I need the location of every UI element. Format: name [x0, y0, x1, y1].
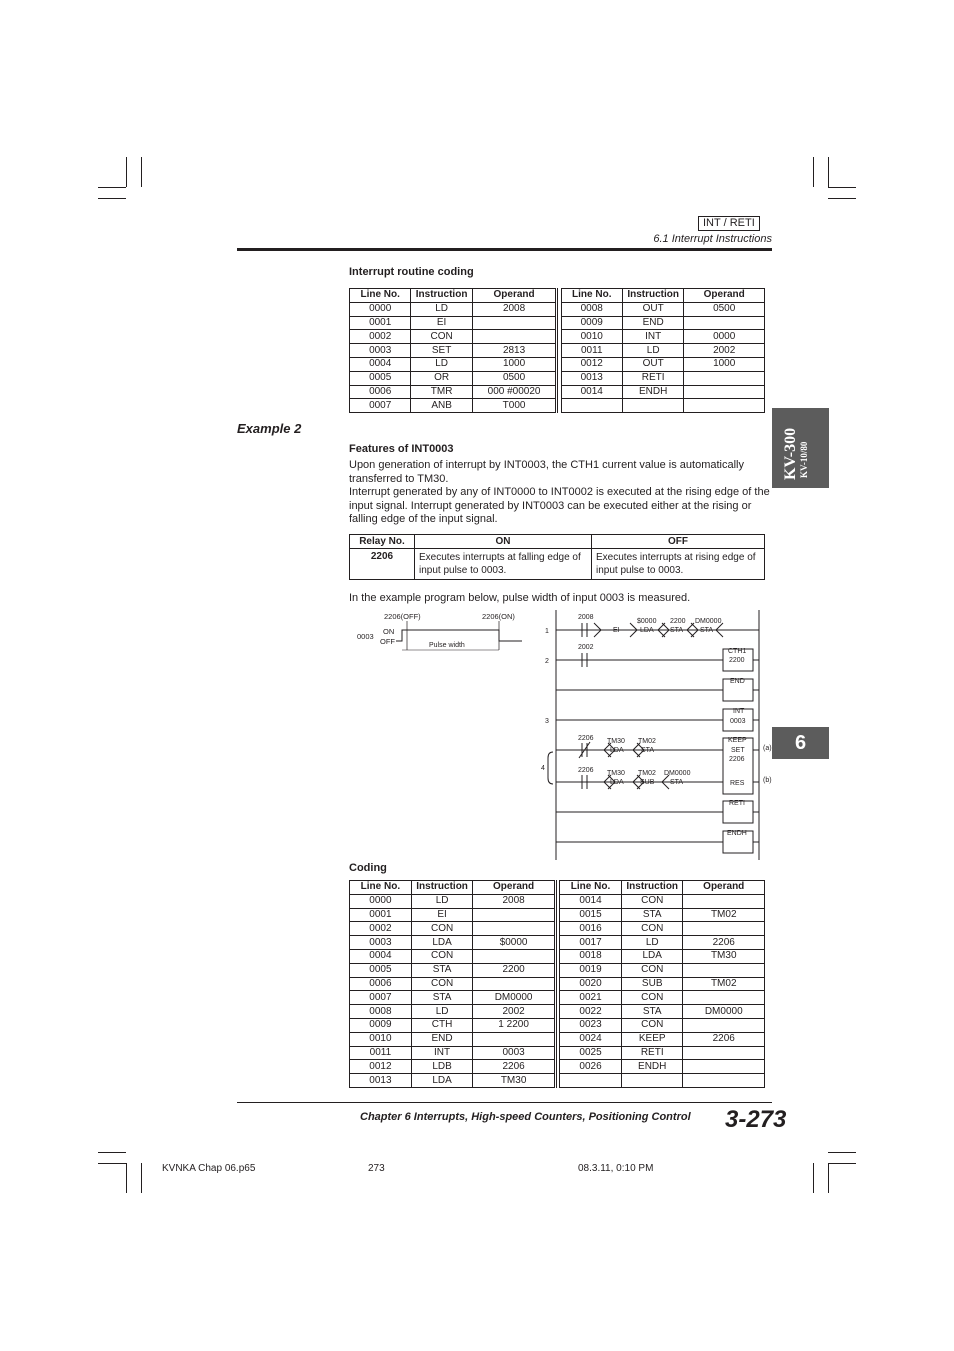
table-row — [350, 1032, 765, 1046]
table-cell: 2008 — [473, 894, 555, 908]
table-row — [350, 908, 765, 922]
table-cell: 0014 — [561, 385, 622, 399]
table-cell: ENDH — [621, 1060, 683, 1074]
column-header: Instruction — [621, 881, 683, 895]
table-cell: $0000 — [473, 936, 555, 950]
table-row — [350, 963, 765, 977]
r1-op3: DM0000 — [695, 618, 722, 625]
table-cell: ANB — [411, 399, 472, 413]
table-cell: 0017 — [560, 936, 622, 950]
timing-on-label: 2206(ON) — [482, 612, 515, 621]
table-row — [350, 949, 765, 963]
table-cell: 1000 — [472, 357, 557, 371]
table-cell: TM30 — [683, 949, 765, 963]
table-cell: 0020 — [560, 977, 622, 991]
timing-width-label: Pulse width — [429, 642, 465, 649]
r4a-contact: 2206 — [578, 735, 594, 742]
table-cell: TM02 — [683, 977, 765, 991]
table-cell: TMR — [411, 385, 472, 399]
footer-rule — [237, 1102, 772, 1103]
column-header: Line No. — [350, 289, 411, 303]
table-cell: CON — [621, 1018, 683, 1032]
r2-contact: 2002 — [578, 644, 594, 651]
features-paragraph-2: Interrupt generated by any of INT0000 to INT0002 is executed at the rising edge of the input signal. Interrupt generated by INT0003 can be executed either at the rising or falling edge of the input signal. — [349, 486, 770, 526]
table-row — [350, 371, 765, 385]
slug-file: KVNKA Chap 06.p65 — [162, 1163, 256, 1174]
r1-op1: $0000 — [637, 618, 657, 625]
table-cell: CON — [621, 991, 683, 1005]
column-header: Operand — [684, 289, 765, 303]
table-cell: 0006 — [350, 385, 411, 399]
table-cell: LD — [621, 936, 683, 950]
table-cell — [683, 894, 765, 908]
r4b-i1: LDA — [610, 779, 624, 786]
column-header: Instruction — [622, 289, 683, 303]
r4a-addr: 2206 — [729, 756, 745, 763]
table-cell — [473, 949, 555, 963]
table-cell: 0005 — [350, 371, 411, 385]
table-cell: ENDH — [622, 385, 683, 399]
r3-coil-name: INT — [733, 708, 745, 715]
table-cell: CON — [621, 963, 683, 977]
table-cell: 0000 — [350, 302, 411, 316]
r4a-i2: STA — [641, 747, 655, 754]
table-cell — [560, 1074, 622, 1088]
table-row — [350, 922, 765, 936]
table-cell: RETI — [621, 1046, 683, 1060]
relay-header-no: Relay No. — [350, 535, 415, 549]
timing-off-label: 2206(OFF) — [384, 612, 421, 621]
table-row — [350, 399, 765, 413]
column-header: Line No. — [561, 289, 622, 303]
table-cell: T000 — [472, 399, 557, 413]
table-cell: 2002 — [473, 1005, 555, 1019]
table-cell: RETI — [622, 371, 683, 385]
table-cell — [473, 977, 555, 991]
r4a-op2: TM02 — [638, 738, 656, 745]
table-cell: 0009 — [561, 316, 622, 330]
relay-table — [349, 534, 765, 580]
table-cell: CON — [621, 922, 683, 936]
table-cell — [683, 922, 765, 936]
table-cell: 0001 — [350, 908, 412, 922]
table-cell: LD — [411, 894, 473, 908]
relay-off-desc: Executes interrupts at rising edge of input pulse to 0003. — [592, 549, 765, 580]
table-cell — [622, 399, 683, 413]
table-cell: 0021 — [560, 991, 622, 1005]
r4b-op1: TM30 — [607, 770, 625, 777]
table-cell: EI — [411, 908, 473, 922]
interrupt-routine-table — [349, 288, 765, 413]
table-cell: LD — [411, 357, 472, 371]
rung-number: 1 — [545, 628, 549, 635]
table-cell: 0012 — [350, 1060, 412, 1074]
table-cell: 0002 — [350, 330, 411, 344]
table-cell: 0003 — [473, 1046, 555, 1060]
table-cell: 0016 — [560, 922, 622, 936]
rung-number: 4 — [541, 765, 545, 772]
table-cell — [684, 371, 765, 385]
r4a-keep: KEEP — [728, 737, 747, 744]
table-cell: 2002 — [684, 344, 765, 358]
r4a-op1: TM30 — [607, 738, 625, 745]
table-cell: CTH — [411, 1018, 473, 1032]
table-cell: 0013 — [350, 1074, 412, 1088]
r1-i3: STA — [700, 627, 714, 634]
table-cell: STA — [621, 908, 683, 922]
table-cell: 1 2200 — [473, 1018, 555, 1032]
table-row — [350, 344, 765, 358]
reti-coil: RETI — [729, 800, 745, 807]
table-cell: END — [622, 316, 683, 330]
timing-input: 0003 — [357, 632, 374, 641]
table-cell: 0015 — [560, 908, 622, 922]
table-cell: 0008 — [350, 1005, 412, 1019]
table-cell: END — [411, 1032, 473, 1046]
slug-page: 273 — [368, 1163, 385, 1174]
model-tab-title: KV-300 — [782, 427, 799, 480]
table-cell: LDB — [411, 1060, 473, 1074]
r4b-i2: SUB — [640, 779, 655, 786]
table-row — [350, 302, 765, 316]
relay-header-off: OFF — [592, 535, 765, 549]
table-row — [350, 316, 765, 330]
table-cell — [683, 1074, 765, 1088]
table-cell — [683, 1046, 765, 1060]
table-cell: 000 #00020 — [472, 385, 557, 399]
table-row — [350, 385, 765, 399]
table-cell: CON — [411, 330, 472, 344]
table-cell: 0014 — [560, 894, 622, 908]
header-box-label: INT / RETI — [698, 216, 760, 231]
table-cell: OR — [411, 371, 472, 385]
table-cell: 0000 — [350, 894, 412, 908]
table-cell: 0000 — [684, 330, 765, 344]
r1-i1: LDA — [640, 627, 654, 634]
table-cell — [684, 385, 765, 399]
table-cell: 0006 — [350, 977, 412, 991]
table-cell: CON — [411, 949, 473, 963]
table-cell — [561, 399, 622, 413]
model-tab-sub: KV-10/80 — [799, 441, 809, 478]
table-cell: 0025 — [560, 1046, 622, 1060]
table-cell: KEEP — [621, 1032, 683, 1046]
table-cell: 2813 — [472, 344, 557, 358]
slug-date: 08.3.11, 0:10 PM — [578, 1163, 654, 1174]
column-header: Line No. — [350, 881, 412, 895]
table-cell — [472, 330, 557, 344]
table-cell: 0004 — [350, 357, 411, 371]
r4a-tag: (a) — [763, 745, 772, 752]
table-cell — [472, 316, 557, 330]
chapter-tab: 6 — [772, 727, 829, 759]
table-cell: 2206 — [473, 1060, 555, 1074]
table-cell: 0011 — [561, 344, 622, 358]
table-row — [350, 1046, 765, 1060]
r3-coil-addr: 0003 — [730, 718, 746, 725]
header-rule — [237, 248, 772, 251]
table-cell: 0500 — [472, 371, 557, 385]
table-cell: 0010 — [350, 1032, 412, 1046]
column-header: Operand — [473, 881, 555, 895]
table-cell: 0023 — [560, 1018, 622, 1032]
r1-contact: 2008 — [578, 614, 594, 621]
table-cell: 2200 — [473, 963, 555, 977]
table-cell — [683, 1018, 765, 1032]
relay-on-desc: Executes interrupts at falling edge of input pulse to 0003. — [415, 549, 592, 580]
example-label: Example 2 — [237, 421, 302, 436]
table-cell: 0003 — [350, 344, 411, 358]
table-header-row — [350, 881, 765, 895]
table-row — [350, 1018, 765, 1032]
table-row — [350, 936, 765, 950]
table-cell: INT — [622, 330, 683, 344]
table-cell — [621, 1074, 683, 1088]
table-cell — [683, 991, 765, 1005]
model-tab — [772, 408, 829, 488]
table-cell: 2008 — [472, 302, 557, 316]
header-section: 6.1 Interrupt Instructions — [653, 233, 772, 245]
table-cell: SUB — [621, 977, 683, 991]
table-cell: EI — [411, 316, 472, 330]
table-cell: LDA — [411, 936, 473, 950]
features-title: Features of INT0003 — [349, 443, 454, 455]
r4b-contact: 2206 — [578, 767, 594, 774]
r1-coil-addr: 2200 — [729, 657, 745, 664]
relay-no: 2206 — [350, 549, 415, 580]
table-cell: STA — [621, 1005, 683, 1019]
table-cell: 0013 — [561, 371, 622, 385]
column-header: Instruction — [411, 881, 473, 895]
footer-chapter: Chapter 6 Interrupts, High-speed Counters, Positioning Control — [360, 1111, 691, 1123]
table-cell: CON — [621, 894, 683, 908]
table-cell: 0003 — [350, 936, 412, 950]
table-cell: 0009 — [350, 1018, 412, 1032]
r4a-set: SET — [731, 747, 745, 754]
table-cell — [683, 963, 765, 977]
table-row — [350, 977, 765, 991]
r4b-res: RES — [730, 780, 745, 787]
section-title: Interrupt routine coding — [349, 266, 474, 278]
table-cell: 2206 — [683, 936, 765, 950]
column-header: Operand — [683, 881, 765, 895]
table-cell: DM0000 — [473, 991, 555, 1005]
table-row — [350, 894, 765, 908]
coding-title: Coding — [349, 862, 387, 874]
table-cell: TM02 — [683, 908, 765, 922]
table-cell: STA — [411, 991, 473, 1005]
r1-op2: 2200 — [670, 618, 686, 625]
table-cell: 0001 — [350, 316, 411, 330]
table-cell: 0022 — [560, 1005, 622, 1019]
table-cell: STA — [411, 963, 473, 977]
timing-waveform — [396, 630, 522, 641]
page-number: 3-273 — [725, 1106, 787, 1133]
column-header: Instruction — [411, 289, 472, 303]
endh-coil: ENDH — [727, 830, 747, 837]
table-row — [350, 357, 765, 371]
table-cell — [684, 399, 765, 413]
table-cell: 0002 — [350, 922, 412, 936]
table-row — [350, 1005, 765, 1019]
table-cell — [473, 1032, 555, 1046]
table-cell: OUT — [622, 357, 683, 371]
r1-i2: STA — [670, 627, 684, 634]
table-cell: INT — [411, 1046, 473, 1060]
timing-on-level: ON — [383, 627, 395, 636]
table-cell: 0500 — [684, 302, 765, 316]
r4b-op3: DM0000 — [664, 770, 691, 777]
table-cell: 0008 — [561, 302, 622, 316]
coding-table — [349, 880, 765, 1088]
r1-coil-name: CTH1 — [728, 648, 747, 655]
column-header: Operand — [472, 289, 557, 303]
table-row — [350, 330, 765, 344]
r4b-tag: (b) — [763, 777, 772, 784]
table-cell: SET — [411, 344, 472, 358]
timing-off-level: OFF — [380, 637, 395, 646]
r4b-op2: TM02 — [638, 770, 656, 777]
table-cell: 0011 — [350, 1046, 412, 1060]
example-text: In the example program below, pulse width of input 0003 is measured. — [349, 592, 691, 604]
table-cell: 0005 — [350, 963, 412, 977]
table-cell: 0018 — [560, 949, 622, 963]
table-cell: 0007 — [350, 399, 411, 413]
table-cell: OUT — [622, 302, 683, 316]
table-cell: CON — [411, 922, 473, 936]
table-cell: 0026 — [560, 1060, 622, 1074]
r2-coil: END — [730, 678, 745, 685]
table-cell: LD — [622, 344, 683, 358]
features-paragraph-1: Upon generation of interrupt by INT0003, the CTH1 current value is automatically transferred to TM30. — [349, 459, 744, 485]
table-cell: TM30 — [473, 1074, 555, 1088]
r4b-i3: STA — [670, 779, 684, 786]
table-cell: 0012 — [561, 357, 622, 371]
ladder-diagram — [537, 610, 772, 862]
table-cell: 0004 — [350, 949, 412, 963]
rung-number: 3 — [545, 718, 549, 725]
table-cell: LD — [411, 1005, 473, 1019]
table-cell: 1000 — [684, 357, 765, 371]
table-cell — [684, 316, 765, 330]
table-cell: 2206 — [683, 1032, 765, 1046]
rung-number: 2 — [545, 658, 549, 665]
column-header: Line No. — [560, 881, 622, 895]
table-cell: 0024 — [560, 1032, 622, 1046]
table-cell: LDA — [411, 1074, 473, 1088]
table-cell — [683, 1060, 765, 1074]
relay-header-on: ON — [415, 535, 592, 549]
table-row — [350, 1074, 765, 1088]
table-cell: LD — [411, 302, 472, 316]
table-cell: 0019 — [560, 963, 622, 977]
timing-diagram — [352, 610, 532, 660]
r1-ei: EI — [613, 627, 620, 634]
table-cell: CON — [411, 977, 473, 991]
table-cell: 0010 — [561, 330, 622, 344]
table-row — [350, 1060, 765, 1074]
table-cell — [473, 922, 555, 936]
table-cell: 0007 — [350, 991, 412, 1005]
table-cell — [473, 908, 555, 922]
table-cell: DM0000 — [683, 1005, 765, 1019]
table-row — [350, 991, 765, 1005]
r4a-i1: LDA — [610, 747, 624, 754]
table-header-row — [350, 289, 765, 303]
table-cell: LDA — [621, 949, 683, 963]
